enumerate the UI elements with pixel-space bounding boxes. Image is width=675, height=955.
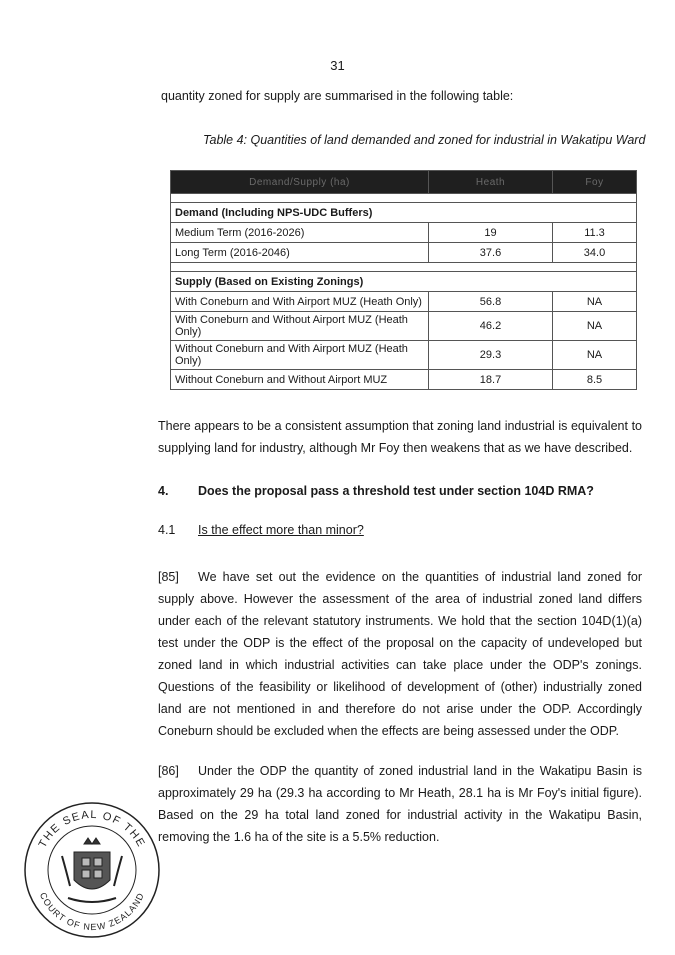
paragraph-text: Under the ODP the quantity of zoned industrial land in the Wakatipu Basin is approximately 29 ha (29.3 ha according to Mr Heath, 28.1 ha is Mr Foy's initial figure). Based on the 29 ha total land zoned for industrial activity in the Wakatipu Basin, removing the 1.6 ha of the site is a 5.5% reduction.: [158, 764, 642, 844]
table-row: [171, 243, 637, 263]
table-row: [171, 370, 637, 390]
cell-heath: 46.2: [429, 312, 553, 341]
header-foy: Foy: [553, 171, 637, 194]
table-row: [171, 312, 637, 341]
cell-heath: 29.3: [429, 341, 553, 370]
seal-text-bottom: COURT OF NEW ZEALAND: [37, 890, 147, 933]
section-title: Demand (Including NPS-UDC Buffers): [171, 203, 637, 223]
cell-foy: 11.3: [553, 223, 637, 243]
paragraph-assumption: There appears to be a consistent assumption that zoning land industrial is equivalent to supplying land for industry, although Mr Foy then weakens that as we have described.: [158, 419, 642, 455]
cell-foy: NA: [553, 341, 637, 370]
subsection-heading: [158, 523, 364, 537]
subheading-number: 4.1: [158, 523, 176, 537]
row-label: Medium Term (2016-2026): [171, 223, 429, 243]
cell-foy: NA: [553, 312, 637, 341]
header-heath: Heath: [429, 171, 553, 194]
table-row: [171, 292, 637, 312]
coat-of-arms-icon: [62, 838, 122, 902]
header-demand-supply: Demand/Supply (ha): [171, 171, 429, 194]
subheading-text: Is the effect more than minor?: [198, 523, 364, 537]
row-label: Without Coneburn and Without Airport MUZ: [171, 370, 429, 390]
paragraph-number: [85]: [158, 570, 179, 584]
table-caption: Table 4: Quantities of land demanded and zoned for industrial in Wakatipu Ward: [203, 133, 646, 147]
land-quantities-table: [170, 170, 637, 390]
table-header-row: [171, 171, 637, 194]
table-section-supply: [171, 272, 637, 292]
table-row: [171, 341, 637, 370]
cell-foy: 8.5: [553, 370, 637, 390]
section-heading: [158, 484, 594, 498]
paragraph-number: [86]: [158, 764, 179, 778]
cell-heath: 56.8: [429, 292, 553, 312]
row-label: With Coneburn and With Airport MUZ (Heath Only): [171, 292, 429, 312]
seal-text-top: THE SEAL OF THE: [36, 808, 148, 850]
row-label: Long Term (2016-2046): [171, 243, 429, 263]
table-spacer: [171, 194, 637, 203]
cell-foy: NA: [553, 292, 637, 312]
cell-foy: 34.0: [553, 243, 637, 263]
section-title: Supply (Based on Existing Zonings): [171, 272, 637, 292]
cell-heath: 37.6: [429, 243, 553, 263]
page-number: 31: [330, 58, 345, 73]
paragraph-85: [158, 566, 642, 742]
intro-text: quantity zoned for supply are summarised in the following table:: [161, 89, 514, 103]
row-label: With Coneburn and Without Airport MUZ (Heath Only): [171, 312, 429, 341]
row-label: Without Coneburn and With Airport MUZ (Heath Only): [171, 341, 429, 370]
heading-text: Does the proposal pass a threshold test under section 104D RMA?: [198, 484, 594, 498]
table-row: [171, 223, 637, 243]
table-spacer: [171, 263, 637, 272]
paragraph-86: [158, 760, 642, 848]
heading-number: 4.: [158, 484, 169, 498]
cell-heath: 18.7: [429, 370, 553, 390]
table-section-demand: [171, 203, 637, 223]
court-seal: [22, 800, 162, 940]
paragraph-text: We have set out the evidence on the quantities of industrial land zoned for supply above. However the assessment of the area of industrial zoned land differs under each of the relevant statutory instruments. We hold that the section 104D(1)(a) test under the ODP is the effect of the proposal on the capacity of undeveloped but zoned land in which industrial activities can take place under the ODP's zonings. Questions of the feasibility or likelihood of development of (other) industrially zoned land are not mentioned in and therefore do not arise under the ODP. Accordingly Coneburn should be excluded when the effects are being assessed under the ODP.: [158, 570, 642, 738]
cell-heath: 19: [429, 223, 553, 243]
